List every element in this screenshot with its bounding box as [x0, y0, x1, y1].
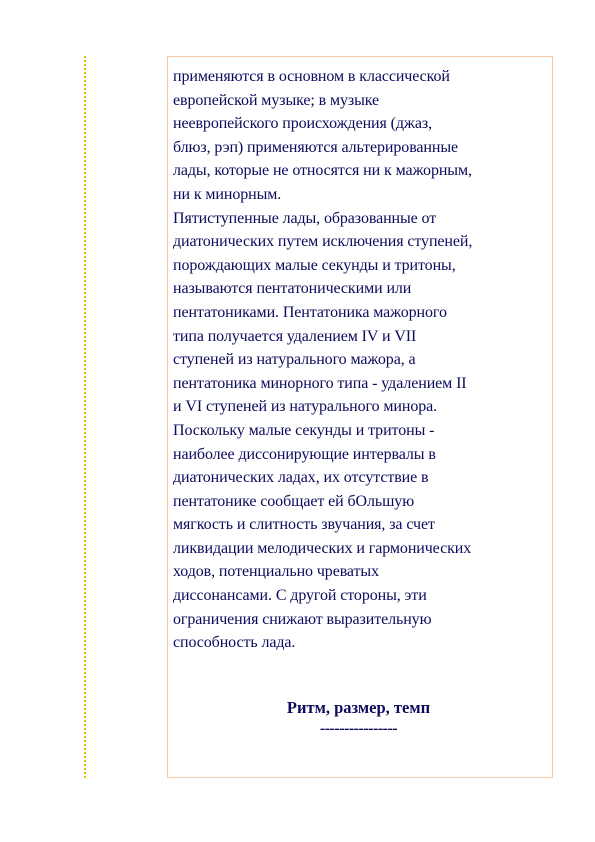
body-paragraph	[173, 65, 552, 655]
text-frame	[167, 56, 553, 778]
text-line: лады, которые не относятся ни к мажорным,	[173, 162, 472, 180]
section-heading: Ритм, размер, темп	[286, 697, 431, 717]
text-line: европейской музыке; в музыке	[173, 91, 380, 109]
text-line: диатонических ладах, их отсутствие в	[173, 469, 429, 487]
text-line: ни к минорным.	[173, 185, 282, 203]
text-line: ходов, потенциально чреватых	[173, 563, 379, 581]
text-line: блюз, рэп) применяются альтерированные	[173, 138, 459, 156]
text-line: наиболее диссонирующие интервалы в	[173, 445, 436, 463]
heading-underline: ----------------	[319, 719, 398, 737]
text-line: диатонических путем исключения ступеней,	[173, 233, 473, 251]
text-line: и VI ступеней из натурального минора.	[173, 398, 438, 416]
text-line: пентатонике сообщает ей бОльшую	[173, 492, 415, 510]
text-line: способность лада.	[173, 634, 296, 652]
text-line: пентатониками. Пентатоника мажорного	[173, 303, 447, 321]
text-line: ликвидации мелодических и гармонических	[173, 539, 472, 557]
text-line: Поскольку малые секунды и тритоны -	[173, 421, 435, 439]
text-line: мягкость и слитность звучания, за счет	[173, 516, 435, 534]
margin-dotted-rule	[84, 56, 86, 778]
text-line: ступеней из натурального мажора, а	[173, 351, 416, 369]
text-line: порождающих малые секунды и тритоны,	[173, 256, 456, 274]
text-line: применяются в основном в классической	[173, 68, 450, 85]
text-line: называются пентатоническими или	[173, 280, 412, 298]
text-line: пентатоника минорного типа - удалением II	[173, 374, 467, 392]
text-line: неевропейского происхождения (джаз,	[173, 115, 433, 133]
text-line: Пятиступенные лады, образованные от	[173, 209, 437, 227]
text-line: диссонансами. С другой стороны, эти	[173, 587, 427, 605]
text-line: ограничения снижают выразительную	[173, 610, 432, 628]
text-line: типа получается удалением IV и VII	[173, 327, 417, 345]
